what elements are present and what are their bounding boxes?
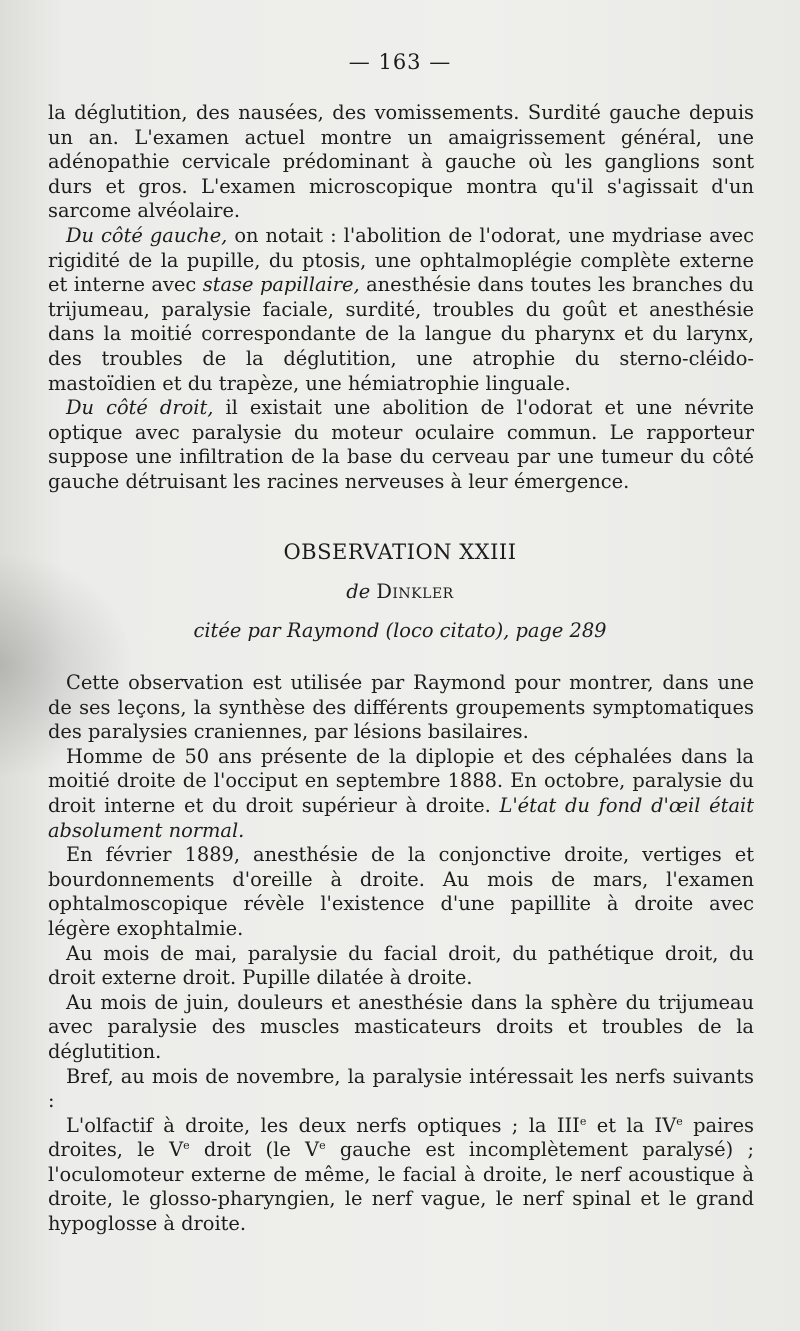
superscript: e [579,1114,587,1128]
obs-paragraph-2-text: Homme de 50 ans présente de la diplopie et des céphalées dans la moitié droite de l'occiput en septembre 1888. En octobre, paralysie du droit interne et du droit supérieur à droite. [48,744,754,817]
obs-paragraph-3: En février 1889, anesthésie de la conjonctive droite, vertiges et bourdonnements d'oreille à droite. Au mois de mars, l'examen ophtalmoscopique révèle l'existence d'une papillite à droite avec légère exophtalmie. [48,843,754,940]
section-1 [48,101,754,495]
obs-paragraph-7-part-d: droit (le V [189,1138,320,1162]
paragraph-2-text: on notait : l'abolition de l'odorat, une mydriase avec rigidité de la pupille, du ptosis, une ophtalmoplégie complète externe et interne avec [48,223,754,297]
obs-paragraph-2 [48,745,754,843]
observation-author [0,580,800,603]
obs-paragraph-7-part-c: paires droites, le V [48,1113,755,1162]
observation-citation: citée par Raymond (loco citato), page 289 [193,619,607,642]
paragraph-2-emphasis: stase papillaire, [202,273,360,297]
superscript: e [676,1114,683,1128]
obs-paragraph-7-part-a: L'olfactif à droite, les deux nerfs optiques ; la III [66,1113,580,1137]
paragraph-2-lead: Du côté gauche, [66,223,228,247]
paragraph-2 [48,224,754,396]
observation-title: OBSERVATION XXIII [283,540,517,564]
paragraph-3-lead: Du côté droit, [66,396,214,420]
obs-paragraph-2-emphasis: L'état du fond d'œil était absolument normal. [48,793,755,842]
author-name: Dinkler [376,580,454,603]
paragraph-3-text: il existait une abolition de l'odorat et une névrite optique avec paralysie du moteur oculaire commun. Le rapporteur suppose une infiltration de la base du cerveau par une tumeur du côté gauche détruisant les racines nerveuses à leur émergence. [48,396,754,493]
obs-paragraph-1: Cette observation est utilisée par Raymond pour montrer, dans une de ses leçons, la synthèse des différents groupements symptomatiques des paralysies craniennes, par lésions basilaires. [48,671,754,744]
paragraph-1: la déglutition, des nausées, des vomissements. Surdité gauche depuis un an. L'examen actuel montre un amaigrissement général, une adénopathie cervicale prédominant à gauche où les ganglions sont durs et gros. L'examen microscopique montra qu'il s'agissait d'un sarcome alvéolaire. [48,101,754,223]
obs-paragraph-6: Bref, au mois de novembre, la paralysie intéressait les nerfs suivants : [48,1064,754,1113]
obs-paragraph-7-part-e: gauche est incomplètement paralysé) ; l'oculomoteur externe de même, le facial à droite, le nerf acoustique à droite, le glosso-pharyngien, le nerf vague, le nerf spinal et le grand hypoglosse à droite. [48,1138,754,1236]
superscript: e [319,1139,326,1153]
page-number: — 163 — [348,50,452,74]
obs-paragraph-7-part-b: et la IV [586,1113,677,1137]
superscript: e [183,1139,190,1153]
obs-paragraph-7 [48,1114,754,1237]
author-prefix: de [346,580,371,603]
obs-paragraph-5: Au mois de juin, douleurs et anesthésie dans la sphère du trijumeau avec paralysie des muscles masticateurs droits et troubles de la déglutition. [48,990,754,1063]
paragraph-3 [48,396,754,494]
section-2 [48,671,754,1237]
paragraph-2-tail: anesthésie dans toutes les branches du trijumeau, paralysie faciale, surdité, troubles du goût et anesthésie dans la moitié correspondante de la langue du pharynx et du larynx, des troubles de la déglutition, une atrophie du sterno-cléido-mastoïdien et du trapèze, une hémiatrophie linguale. [48,273,754,395]
obs-paragraph-4: Au mois de mai, paralysie du facial droit, du pathétique droit, du droit externe droit. Pupille dilatée à droite. [48,941,754,990]
